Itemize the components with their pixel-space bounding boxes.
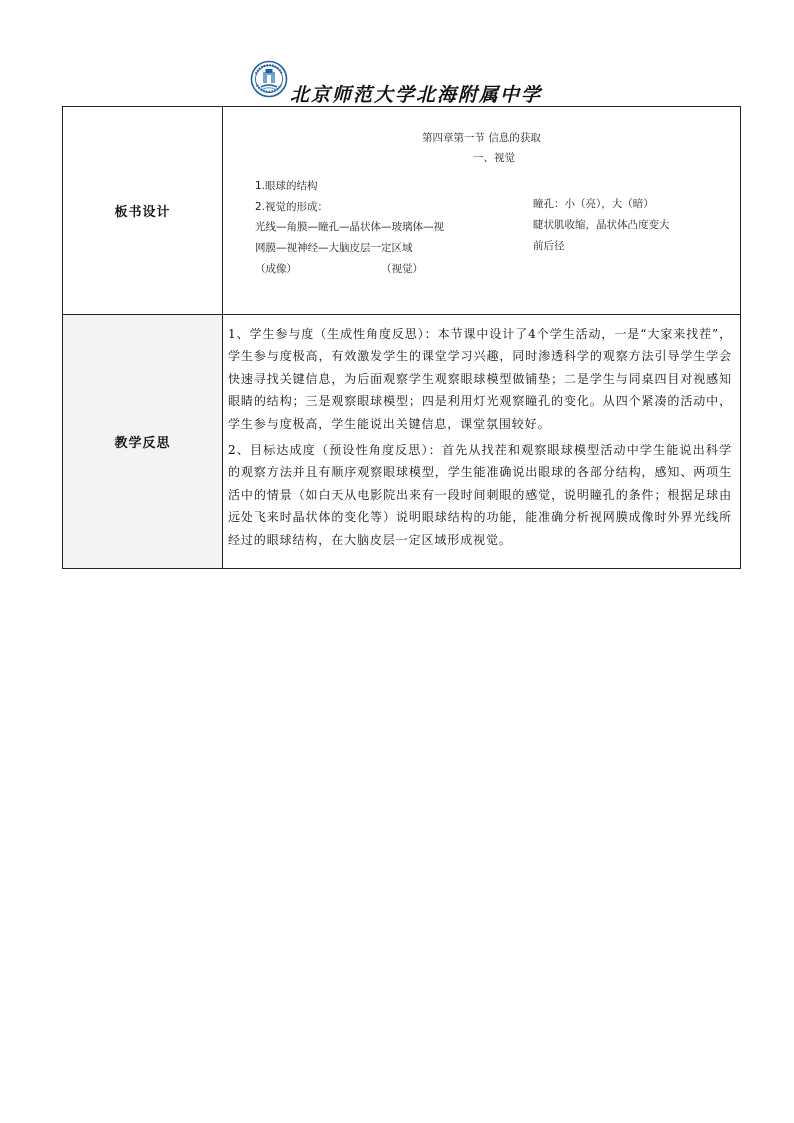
- board-design-label-cell: [63, 107, 223, 315]
- reflection-content: [223, 315, 741, 569]
- reflection-paragraph-engagement: 1、学生参与度（生成性角度反思）：本节课中设计了4个学生活动，一是“大家来找茬”，学生参与度极高，有效激发学生的课堂学习兴趣，同时渗透科学的观察方法引导学生学会快速寻找关键信息，为后面观察学生观察眼球模型做铺垫；二是学生与同桌四目对视感知眼睛的结构；三是观察眼球模型；四是利用灯光观察瞳孔的变化。从四个紧凑的活动中，学生参与度极高，学生能说出关键信息，课堂氛围较好。: [228, 327, 732, 431]
- board-line-formation: 2.视觉的形成：: [255, 201, 329, 213]
- school-name: 北京师范大学北海附属中学: [290, 84, 543, 106]
- board-design-label: 板书设计: [114, 205, 171, 220]
- reflection-label-cell: [63, 315, 223, 569]
- school-header: [248, 60, 568, 106]
- board-design-content: [223, 107, 741, 315]
- board-title: 第四章第一节 信息的获取: [422, 132, 541, 144]
- reflection-label: 教学反思: [114, 436, 171, 451]
- board-right-pupil: 瞳孔：小（亮），大（暗）: [533, 198, 654, 210]
- lesson-plan-table: [62, 106, 741, 569]
- board-note-imaging: （成像）: [255, 263, 297, 275]
- board-line-path-2: 网膜—视神经—大脑皮层一定区域: [255, 242, 413, 254]
- school-seal-icon: [250, 60, 288, 98]
- board-right-ciliary: 睫状肌收缩，晶状体凸度变大: [533, 219, 670, 231]
- blackboard-layout: [223, 107, 740, 314]
- reflection-row: [63, 315, 741, 569]
- board-line-path-1: 光线—角膜—瞳孔—晶状体—玻璃体—视: [255, 221, 444, 233]
- board-subtitle: 一、视觉: [473, 152, 515, 164]
- board-note-vision: （视觉）: [381, 263, 423, 275]
- board-design-row: [63, 107, 741, 315]
- board-line-structure: 1.眼球的结构: [255, 180, 318, 192]
- reflection-paragraph-goals: 2、目标达成度（预设性角度反思）：首先从找茬和观察眼球模型活动中学生能说出科学的观察方法并且有顺序观察眼球模型，学生能准确说出眼球的各部分结构，感知、两项生活中的情景（如白天从电影院出来有一段时间刺眼的感觉，说明瞳孔的条件；根据足球由远处飞来时晶状体的变化等）说明眼球结构的功能，能准确分析视网膜成像时外界光线所经过的眼球结构，在大脑皮层一定区域形成视觉。: [228, 443, 732, 547]
- board-right-diameter: 前后径: [533, 240, 565, 252]
